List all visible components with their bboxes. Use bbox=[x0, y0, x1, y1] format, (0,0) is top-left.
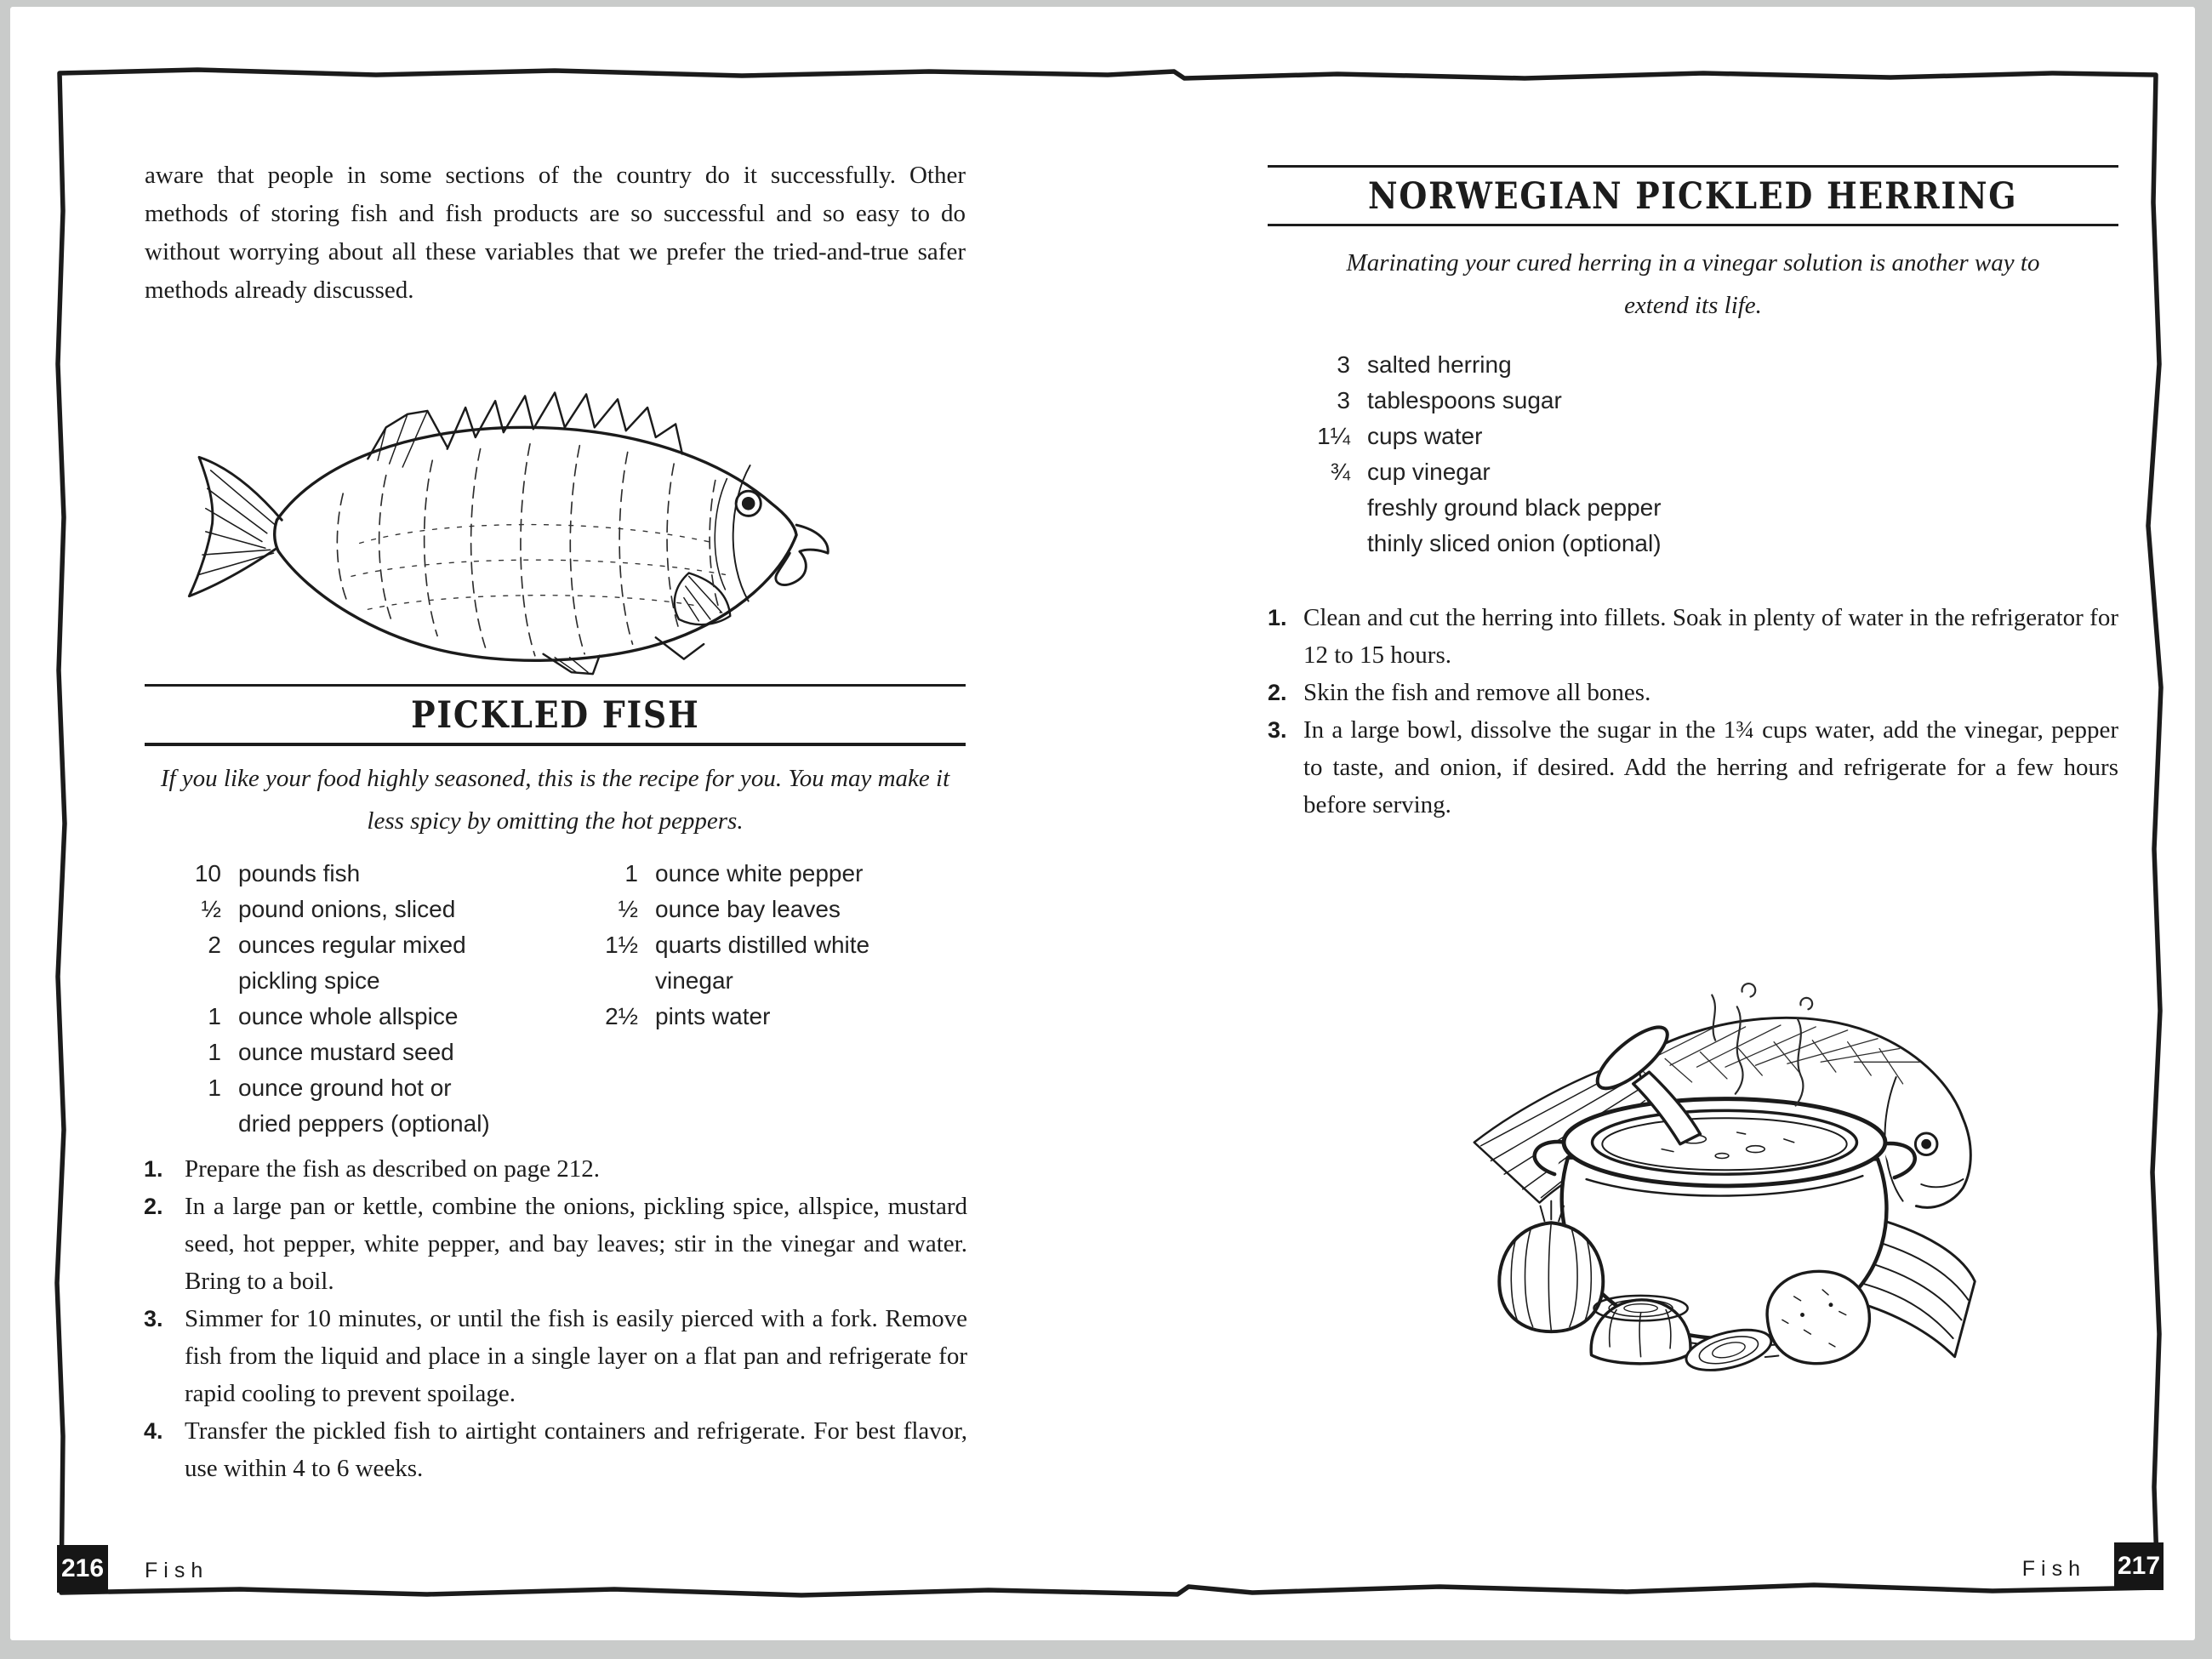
step-text: Simmer for 10 minutes, or until the fish is easily pierced with a fork. Remove fish from the liquid and place in a single layer on a flat pan and refrigerate for rapid cooling to prevent spoilage. bbox=[185, 1305, 967, 1407]
ingredient-amount: ¾ bbox=[1330, 459, 1350, 485]
ingredient-text: cups water bbox=[1367, 423, 1483, 449]
ingredient-amount: 1¼ bbox=[1317, 423, 1350, 449]
ingredient-text: ounce mustard seed bbox=[238, 1039, 454, 1065]
ingredient-amount bbox=[1268, 490, 1350, 526]
ingredient-amount: 1½ bbox=[605, 932, 638, 958]
ingredient-text: tablespoons sugar bbox=[1367, 387, 1562, 413]
recipe-step bbox=[1268, 674, 2118, 711]
ingredient-amount: ½ bbox=[618, 896, 638, 922]
ingredient-text: pound onions, sliced bbox=[238, 896, 456, 922]
perch-fish-illustration bbox=[168, 378, 891, 677]
ingredient-amount: 1 bbox=[208, 1039, 221, 1065]
ingredient-text: pints water bbox=[655, 1003, 771, 1029]
ingredient-text: freshly ground black pepper bbox=[1367, 494, 1662, 521]
step-number: 1. bbox=[144, 1156, 163, 1182]
recipe-tagline-right-text: Marinating your cured herring in a vinegar solution is another way to extend its life. bbox=[1346, 249, 2040, 319]
ingredient-amount: 2½ bbox=[605, 1003, 638, 1029]
ingredient-amount: 2 bbox=[208, 932, 221, 958]
step-text: In a large bowl, dissolve the sugar in the 1¾ cups water, add the vinegar, pepper to taste, and onion, if desired. Add the herring and refrigerate for a few hours before serving. bbox=[1303, 716, 2118, 818]
ingredient-text: ounces regular mixed pickling spice bbox=[238, 932, 466, 994]
section-label-right: Fish bbox=[2021, 1557, 2086, 1581]
ingredient-text: thinly sliced onion (optional) bbox=[1367, 530, 1662, 556]
step-text: In a large pan or kettle, combine the onions, pickling spice, allspice, mustard seed, hot pepper, white pepper, and bay leaves; stir in the vinegar and water. Bring to a boil. bbox=[185, 1193, 967, 1295]
intro-paragraph: aware that people in some sections of the country do it successfully. Other methods of storing fish and fish products are so successful and so easy to do without worrying about all these variables that we prefer the tried-and-true safer methods already discussed. bbox=[145, 162, 966, 304]
ingredient-amount: ½ bbox=[201, 896, 221, 922]
page-number-left: 216 bbox=[57, 1545, 108, 1593]
step-text: Prepare the fish as described on page 212. bbox=[185, 1155, 601, 1183]
step-number: 3. bbox=[144, 1306, 163, 1331]
recipe-heading-right bbox=[1268, 165, 2118, 226]
step-number: 2. bbox=[144, 1194, 163, 1219]
recipe-step bbox=[1268, 711, 2118, 824]
ingredient-text: quarts distilled white vinegar bbox=[655, 932, 870, 994]
recipe-steps-left bbox=[144, 1150, 967, 1487]
ingredients-right bbox=[1268, 347, 1812, 562]
ingredient-amount bbox=[1268, 526, 1350, 562]
ingredient-text: ounce ground hot or dried peppers (optional) bbox=[238, 1075, 490, 1137]
recipe-title-left: PICKLED FISH bbox=[410, 694, 700, 737]
ingredients-column-1 bbox=[145, 856, 510, 1142]
recipe-steps-right bbox=[1268, 599, 2118, 824]
ingredient-amount: 3 bbox=[1337, 387, 1350, 413]
step-number: 2. bbox=[1268, 680, 1287, 705]
step-number: 1. bbox=[1268, 605, 1287, 630]
ingredient-text: ounce whole allspice bbox=[238, 1003, 459, 1029]
step-text: Transfer the pickled fish to airtight containers and refrigerate. For best flavor, use within 4 to 6 weeks. bbox=[185, 1417, 967, 1482]
recipe-heading-left bbox=[145, 684, 966, 746]
section-label-left: Fish bbox=[145, 1559, 209, 1582]
ingredient-amount: 3 bbox=[1337, 351, 1350, 378]
recipe-step bbox=[144, 1188, 967, 1300]
recipe-step bbox=[144, 1300, 967, 1412]
recipe-tagline-right bbox=[1268, 242, 2118, 327]
book-page-paper bbox=[10, 7, 2195, 1640]
ingredients-column-2 bbox=[546, 856, 946, 1035]
recipe-title-right: NORWEGIAN PICKLED HERRING bbox=[1368, 175, 2018, 218]
ingredient-text: pounds fish bbox=[238, 860, 361, 887]
ingredient-amount: 1 bbox=[208, 1075, 221, 1101]
ingredient-amount: 1 bbox=[624, 860, 638, 887]
recipe-step bbox=[144, 1150, 967, 1188]
ingredient-text: ounce white pepper bbox=[655, 860, 864, 887]
page-number-right: 217 bbox=[2114, 1542, 2164, 1590]
ingredient-text: cup vinegar bbox=[1367, 459, 1491, 485]
ingredient-text: salted herring bbox=[1367, 351, 1512, 378]
soup-pot-illustration bbox=[1461, 975, 1988, 1392]
ingredient-amount: 10 bbox=[194, 860, 221, 887]
recipe-step bbox=[1268, 599, 2118, 674]
ingredient-amount: 1 bbox=[208, 1003, 221, 1029]
step-text: Clean and cut the herring into fillets. Soak in plenty of water in the refrigerator for 12 to 15 hours. bbox=[1303, 604, 2118, 669]
step-text: Skin the fish and remove all bones. bbox=[1303, 679, 1651, 706]
ingredient-text: ounce bay leaves bbox=[655, 896, 841, 922]
recipe-tagline-left: If you like your food highly seasoned, this is the recipe for you. You may make it less spicy by omitting the hot peppers. bbox=[160, 765, 950, 835]
step-number: 3. bbox=[1268, 717, 1287, 743]
step-number: 4. bbox=[144, 1418, 163, 1444]
recipe-step bbox=[144, 1412, 967, 1487]
